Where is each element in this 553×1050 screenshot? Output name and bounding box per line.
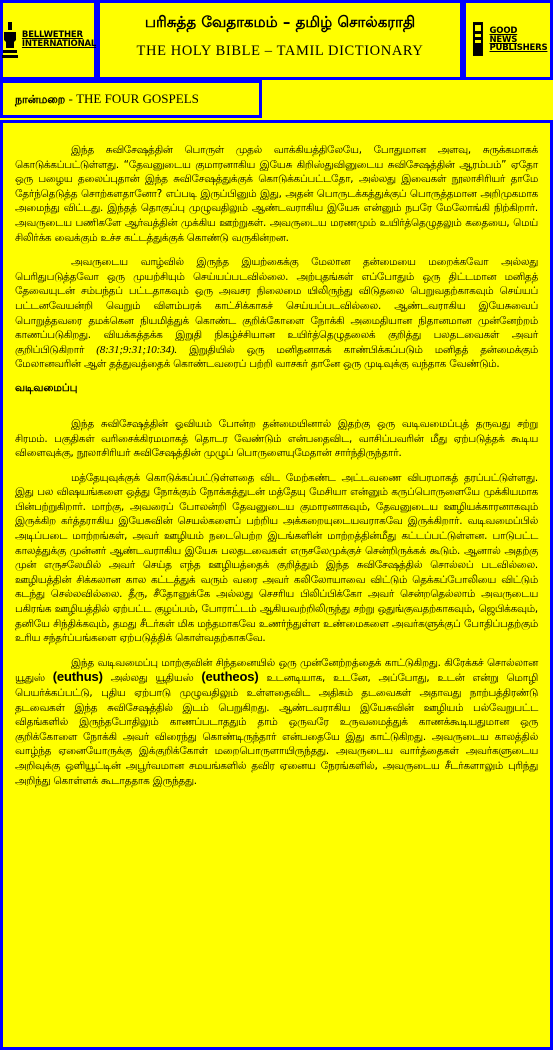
paragraph-progress-text: இந்த வடிவமைப்பு மாற்குவின் சிந்தனையில் ஒரு முன்னேற்றத்தைக் காட்டுகிறது. கிரேக்கச் சொல்லான யூதுஸ் [15,656,538,685]
paragraph-structure: இந்த சுவிசேஷத்தின் ஓவியம் போன்ற தன்மையினால் இதற்கு ஒரு வடிவமைப்புத் தருவது சற்று சிரமம். பகுதிகள் வரிசைக்கிரமமாகத் தொடர வேண்டும் என்பதைவிட, வாசிப்பவரின் மீது ஏற்படுத்தக் கூடிய விளைவுக்கு, நூலாசிரியர் சுவிசேஷத்தின் முழுப் பொருளையுமேதான் சார்ந்திருந்தார். [15,417,538,460]
good-news-logo [463,0,553,80]
paragraph-progress-text-end: உடனடியாக, உடனே, அப்போது, உடன் என்று மொழி பெயர்க்கப்பட்டு, புதிய ஏற்பாடு முழுவதிலும் உள்ளதைவிட அதிகம் தடவைகள் அதாவது நாற்பத்திரண்டு தடவைகள் இந்த சுவிசேஷத்தில் இடம் பெறுகிறது. ஆண்டவராகிய இயேசுவின் ஊழியம் பல்வேறுபட்ட விதங்களில் இருந்தபோதிலும் காணப்படாததும் தாம் ஒருவரே உருவமைத்துக் காணக்கூடியதுமான ஒரு குறிக்கோளை நோக்கி அவர் விரைந்து கொண்டிருந்தார் என்பதையே இது காட்டுகிறது. அவருடைய காலத்தில் வாழ்ந்த ஏனையோருக்கு இக்குறிக்கோள் மறைபொருளாயிருந்தது. அவருடைய வார்த்தைகள் அவர்களுடைய அறிவுக்கு ஒளியூட்டின் அபூர்வமான சமயங்களில் தவிர ஏனைய நேரங்களில், அவருடைய சீடர்களாலும் புரிந்து அறிந்து கொள்ளக் கூடாததாக இருந்தது. [15,672,539,787]
main-content [0,120,553,1050]
bellwether-logo [0,0,97,80]
bookmark-icon [469,20,487,60]
section-heading-english: THE FOUR GOSPELS [76,90,199,106]
scripture-reference: (8:31;9:31;10:34). [96,343,177,356]
section-heading-tamil: நான்மறை [15,92,66,106]
paragraph-intro: இந்த சுவிசேஷத்தின் பொருள் முதல் வாக்கியத்திலேயே, போதுமான அளவு, சுருக்கமாகக் கொடுக்கப்பட்டுள்ளது. “தேவனுடைய குமாரனாகிய இயேசு கிறிஸ்துவினுடைய சுவிசேஷத்தின் ஆரம்பம்” ஏதோ ஒரு பழைய தலைப்புதான் இந்த சுவிசேஷத்துக்குக் கொடுக்கப்பட்டதோ, அல்லது இவைகள் நூலாசிரியர் தாமே தேர்ந்தெடுத்த சொற்களதானோ? எப்படி இருப்பினும் இது, அதன் பொருடக்கத்துக்குப் பொருத்தமான அறிமுகமாக அமைந்து விட்டது. இந்தத் தொகுப்பு முழுவதிலும் ஆண்டவராகிய இயேசு என்னும் நபரே மேலோங்கி நிற்கிறார். அவருடைய பணிகளே ஆர்வத்தின் முக்கிய ஊற்றுகள். அவருடைய மரணமும் உயிர்த்தெழுதலும் கதையை, மெய் சிலிர்க்க வைக்கும் உச்ச கட்டத்துக்குக் கொண்டு வருகின்றன. [15,144,538,244]
section-heading [15,91,199,108]
title-box [97,0,463,80]
paragraph-nature [15,255,538,372]
title-english: THE HOLY BIBLE – TAMIL DICTIONARY [136,43,424,59]
paragraph-nature-text: அவருடைய வாழ்வில் இருந்த இயற்கைக்கு மேலான தன்மையை மறைக்கவோ அல்லது பெரிதுபடுத்தவோ ஒரு முயற்சியும் செய்யப்படவில்லை. அற்புதங்கள் எப்போதும் ஒரு திட்டமான மனிதத் தேவையுடன் சம்பந்தப் பட்டதாகவும் ஒரு அவசர நிலைமை யிலிருந்து விடுதலை பெறுவதற்காகவும் செய்யப் பட்டனவேயன்றி வெறும் விளம்பரக் காட்சிக்காகச் செய்யப்படவில்லை. ஆண்டவராகிய இயேசுவைப் பொறுத்தவரை தமக்கென நியமித்துக் கொண்ட குறிக்கோளை நோக்கி அமைதியான நிதானமான முன்னேற்றம் காணப்படுகிறது. வியக்கத்தக்க இறுதி நிகழ்ச்சியான உயிர்த்தெழுதலைக் குறித்து பலதடவைகள் அவர் குறிப்பிடுகிறார் [15,256,538,356]
bell-icon [1,20,19,60]
paragraph-progress-text-mid: அல்லது யூதியஸ் [102,672,202,685]
paragraph-progress [15,656,538,788]
bellwether-logo-text: BELLWETHER INTERNATIONAL [21,30,97,49]
paragraph-outline: மத்தேயுவுக்குக் கொடுக்கப்பட்டுள்ளதை விட மேற்கண்ட அட்டவணை விபரமாகத் தரப்பட்டுள்ளது. இது பல விஷயங்களை ஒத்து நோக்கும் நோக்கத்துடன் மத்தேயு மேசியா என்னும் கருப்பொருளையே முக்கியமாக பின்பற்றுகிறார். மாற்கு, அவரைப் போலன்றி தேவனுடைய குமாரனாகவும், தேவனுடைய ஊழியக்காரனாகவும் இருக்கிற கர்த்தராகிய இயேசுவின் செயல்களைப் பற்றிய அக்கறையுடையவராகவே இருக்கிறார். வடிவமைப்பில் அடிப்படை மாற்றங்கள், அவர் ஊழியம் நடைபெற்ற இடங்களின் மாற்றத்தின்மீது கட்டப்பட்டுள்ளன. பாடுபட்ட காலத்துக்கு முன்னர் ஆண்டவராகிய இயேசு பலதடவைகள் எருசலேமுக்குச் சென்றிருக்கக் கூடும். ஆனால் அதற்கு முன் எருசலேமில் அவர் செய்த எந்த ஊழியத்தைக் குறித்தும் இந்த சுவிசேஷத்தில் சொல்லப் படவில்லை. ஊழியத்தின் சிக்கலான கால கட்டத்துக் வரும் வரை அவர் கலிலோயாவை விட்டும் தெக்கப்போலியை விட்டும் கடந்து செல்லவில்லை. தீரு, சீதோனுக்கே அல்லது செசரிய பிலிப்பிக்கோ அவர் சென்றதெல்லாம் அவருடைய பகிரங்க ஊழியத்தில் ஏற்பட்ட குழப்பம், போராட்டம் ஆகியவற்றிலிருந்து சற்று ஒதுங்குவதற்காகவும், ஜெபிக்கவும், தனியே சிந்திக்கவும், தமது சீடர்கள் மிக மந்தமாகவே உணர்ந்துள்ள உண்மைகளை அவர்களுக்குப் போதிப்பதற்கும் உரிய சந்தர்ப்பங்களை ஏற்படுத்திக் கொள்வதற்காகவே. [15,471,538,645]
sub-heading-structure: வடிவமைப்பு [15,381,78,394]
good-news-logo-text: GOOD NEWS PUBLISHERS [489,25,548,54]
paragraph-nature-text-end: இறுதியில் ஒரு மனிதனாகக் காண்பிக்கப்படும் மனிதத் தன்மைக்கும் மேலானவரின் ஆள் தத்துவத்தைக் கொண்டவரைப் பற்றி வாசகர் தானே ஒரு முடிவுக்கு வந்தாக வேண்டும். [15,343,538,371]
section-heading-box [0,80,262,118]
section-heading-separator: - [65,90,77,106]
greek-word-euthus: (euthus) [52,669,103,685]
title-tamil: பரிசுத்த வேதாகமம் – தமிழ் சொல்கராதி [144,13,416,31]
greek-word-eutheos: (eutheos) [201,669,259,685]
